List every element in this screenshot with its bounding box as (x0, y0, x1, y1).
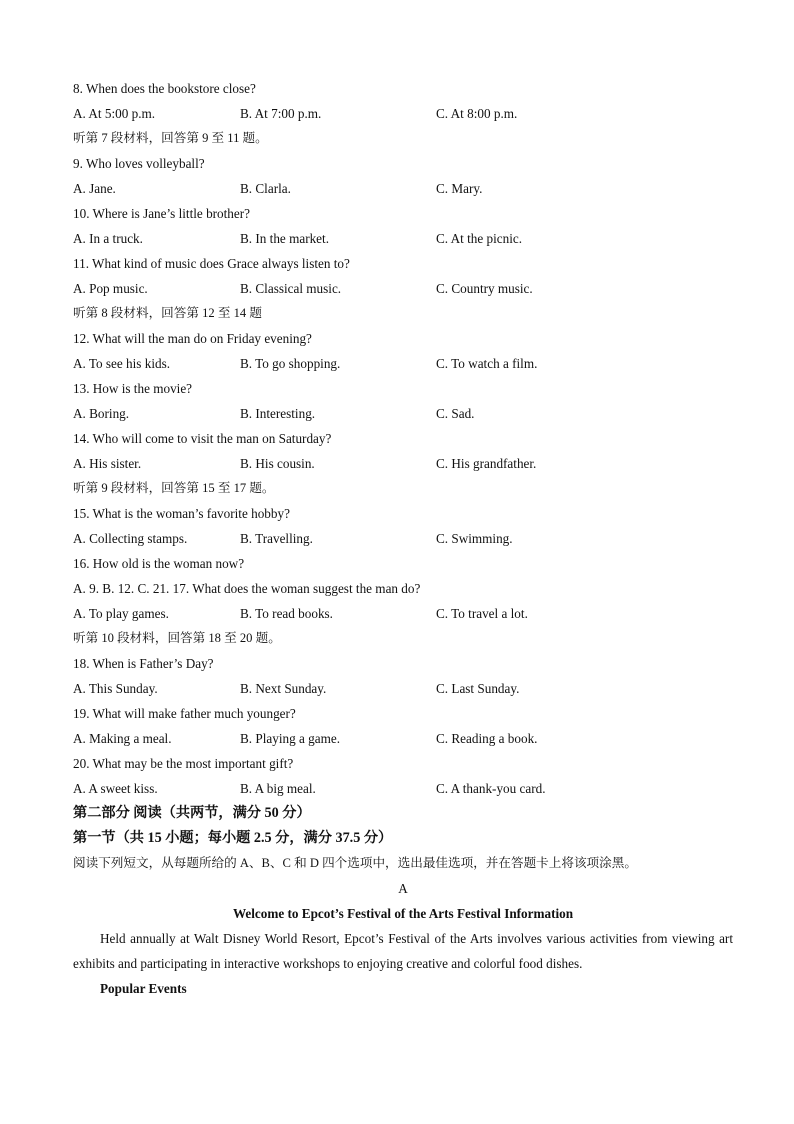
option-b: B. To go shopping. (240, 356, 341, 371)
option-c: C. Swimming. (436, 531, 513, 546)
option-row (73, 101, 733, 126)
question-text: 11. What kind of music does Grace always listen to? (73, 256, 350, 271)
option-b: B. Next Sunday. (240, 681, 327, 696)
question-text: 9. Who loves volleyball? (73, 156, 205, 171)
option-row (73, 226, 733, 251)
passage-letter: A (398, 881, 408, 896)
option-c: C. To travel a lot. (436, 606, 528, 621)
option-a: A. Collecting stamps. (73, 531, 188, 546)
option-b: B. Playing a game. (240, 731, 340, 746)
option-b: B. His cousin. (240, 456, 315, 471)
question-text: 14. Who will come to visit the man on Saturday? (73, 431, 332, 446)
option-a: A. Making a meal. (73, 731, 172, 746)
section-title: 第一节（共 15 小题；每小题 2.5 分，满分 37.5 分） (73, 830, 393, 846)
option-row (73, 276, 733, 301)
option-c: C. A thank-you card. (436, 781, 546, 796)
option-b: B. A big meal. (240, 781, 316, 796)
option-a: A. A sweet kiss. (73, 781, 158, 796)
question-text: 8. When does the bookstore close? (73, 81, 256, 96)
option-a: A. At 5:00 p.m. (73, 106, 156, 121)
option-c: C. Last Sunday. (436, 681, 520, 696)
option-a: A. In a truck. (73, 231, 143, 246)
part-title: 第二部分 阅读（共两节，满分 50 分） (73, 805, 311, 821)
passage-intro: Held annually at Walt Disney World Resort, Epcot’s Festival of the Arts involves various activities from viewing art exhibits and participating in interactive workshops to enjoying creative and colorful food dishes. (73, 931, 733, 971)
listening-instruction: 听第 9 段材料，回答第 15 至 17 题。 (73, 481, 275, 495)
option-a: A. Boring. (73, 406, 130, 421)
option-c: C. Sad. (436, 406, 475, 421)
option-row (73, 176, 733, 201)
option-b: B. In the market. (240, 231, 329, 246)
option-c: C. Reading a book. (436, 731, 538, 746)
option-c: C. Country music. (436, 281, 533, 296)
listening-instruction: 听第 8 段材料，回答第 12 至 14 题 (73, 306, 262, 320)
question-text: 18. When is Father’s Day? (73, 656, 214, 671)
option-c: C. At 8:00 p.m. (436, 106, 518, 121)
question-text: 20. What may be the most important gift? (73, 756, 294, 771)
question-text: 15. What is the woman’s favorite hobby? (73, 506, 290, 521)
option-b: B. Clarla. (240, 181, 291, 196)
option-b: B. At 7:00 p.m. (240, 106, 322, 121)
question-text: 16. How old is the woman now? (73, 556, 245, 571)
option-a: A. This Sunday. (73, 681, 158, 696)
option-c: C. His grandfather. (436, 456, 537, 471)
option-row (73, 776, 733, 801)
option-row (73, 451, 733, 476)
option-b: B. Travelling. (240, 531, 313, 546)
listening-instruction: 听第 10 段材料，回答第 18 至 20 题。 (73, 631, 281, 645)
option-row (73, 601, 733, 626)
option-c: C. At the picnic. (436, 231, 523, 246)
question-text: A. 9. B. 12. C. 21. 17. What does the woman suggest the man do? (73, 581, 421, 596)
option-c: C. To watch a film. (436, 356, 538, 371)
question-text: 13. How is the movie? (73, 381, 193, 396)
passage-title: Welcome to Epcot’s Festival of the Arts Festival Information (232, 906, 574, 921)
exam-page (73, 76, 733, 1001)
reading-instruction: 阅读下列短文，从每题所给的 A、B、C 和 D 四个选项中，选出最佳选项，并在答题卡上将该项涂黑。 (73, 856, 637, 870)
option-a: A. Jane. (73, 181, 116, 196)
question-text: 10. Where is Jane’s little brother? (73, 206, 251, 221)
option-b: B. To read books. (240, 606, 333, 621)
option-b: B. Interesting. (240, 406, 316, 421)
option-row (73, 676, 733, 701)
option-row (73, 351, 733, 376)
option-a: A. His sister. (73, 456, 142, 471)
listening-instruction: 听第 7 段材料，回答第 9 至 11 题。 (73, 131, 268, 145)
option-row (73, 401, 733, 426)
question-text: 19. What will make father much younger? (73, 706, 296, 721)
option-c: C. Mary. (436, 181, 483, 196)
option-b: B. Classical music. (240, 281, 342, 296)
option-row (73, 526, 733, 551)
option-a: A. Pop music. (73, 281, 148, 296)
option-row (73, 726, 733, 751)
option-a: A. To see his kids. (73, 356, 171, 371)
passage-section-heading: Popular Events (100, 981, 187, 996)
option-a: A. To play games. (73, 606, 169, 621)
question-text: 12. What will the man do on Friday evening? (73, 331, 312, 346)
